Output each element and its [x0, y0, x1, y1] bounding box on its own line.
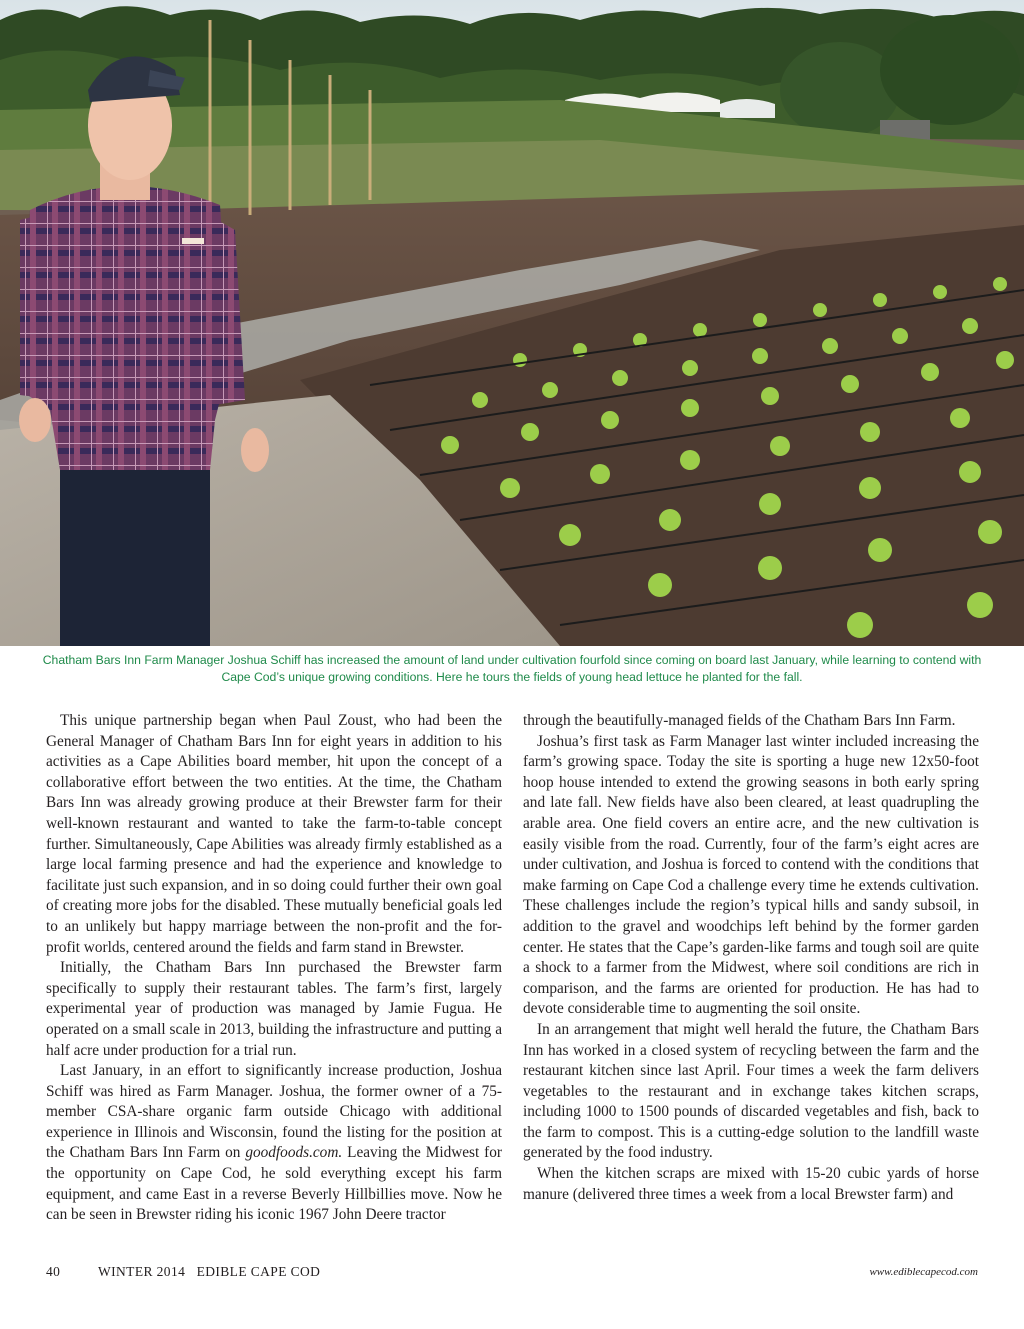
photo-caption: [40, 652, 984, 686]
caption-line-2: Cape Cod’s unique growing conditions. Here he tours the fields of young head lettuce he planted for the fall.: [221, 670, 803, 684]
paragraph-text: Last January, in an effort to significantly increase production, Joshua Schiff was hired as Farm Manager. Joshua, the former owner of a 75-member CSA-share organic farm outside Chicago with additional experience in Illinois and Wisconsin, found the listing for the position at the Chatham Bars Inn Farm on: [46, 1062, 502, 1162]
paragraph-continued: through the beautifully-managed fields of the Chatham Bars Inn Farm.: [523, 712, 956, 729]
paragraph: This unique partnership began when Paul Zoust, who had been the General Manager of Chatham Bars Inn for eight years in addition to his activities as a Cape Abilities board member, hit upon the concept of a collaborative effort between the two entities. At the time, the Chatham Bars Inn was already growing produce at their Brewster farm for their well-known restaurant and wanted to take the farm-to-table concept further. Simultaneously, Cape Abilities was already firmly established as a large local farming presence and had the experience and knowledge to facilitate just such expansion, and in so doing could further their own goal of creating more jobs for the disabled. These mutually beneficial goals led to an unlikely but happy marriage between the non-profit and the for-profit worlds, centered around the fields and farm stand in Brewster.: [46, 712, 502, 956]
paragraph: [46, 1061, 502, 1226]
paragraph-text: Leaving the Midwest for the opportunity on Cape Cod, he sold everything except his farm equipment, and came East in a reverse Beverly Hillbillies move. Now he can be seen in Brewster riding his iconic 1967 John Deere tractor: [46, 1144, 502, 1224]
page-footer: [46, 1264, 978, 1286]
website-url: www.ediblecapecod.com: [869, 1266, 978, 1278]
article-photo: [0, 0, 1024, 646]
issue-label: WINTER 2014 EDIBLE CAPE COD: [98, 1264, 321, 1279]
website-reference: goodfoods.com.: [245, 1144, 343, 1162]
article-column-right: [523, 711, 979, 1205]
page-number: 40: [46, 1264, 61, 1279]
paragraph: When the kitchen scraps are mixed with 15-20 cubic yards of horse manure (delivered three times a week from a local Brewster farm) and: [523, 1165, 979, 1203]
paragraph: Initially, the Chatham Bars Inn purchased the Brewster farm specifically to supply their restaurant tables. The farm’s first, largely experimental year of production was managed by Jamie Fugua. He operated on a small scale in 2013, building the infrastructure and putting a half acre under production for a trial run.: [46, 959, 502, 1059]
paragraph: Joshua’s first task as Farm Manager last winter included increasing the farm’s growing space. Today the site is sporting a huge new 12x50-foot hoop house intended to extend the growing seasons in both early spring and late fall. New fields have also been cleared, at least quadrupling the arable area. One field covers an entire acre, and the new cultivation is easily visible from the road. Currently, four of the farm’s eight acres are under cultivation, and Joshua is forced to contend with the conditions that make farming on Cape Cod a challenge every time he extends cultivation. These challenges include the region’s typical hills and sandy subsoil, in addition to the gravel and woodchips left behind by the former garden center. He states that the Cape’s garden-like farms and tough soil are quite a shock to a farmer from the Midwest, where soil conditions are rich in comparison, and the farms are oriented for production. He has had to devote considerable time to augmenting the soil onsite.: [523, 732, 979, 1018]
article-column-left: [46, 711, 502, 1226]
farm-field-illustration: [0, 0, 1024, 646]
caption-line-1: Chatham Bars Inn Farm Manager Joshua Schiff has increased the amount of land under cultivation fourfold since coming on board last January, while learning to contend with: [42, 653, 982, 667]
paragraph: In an arrangement that might well herald the future, the Chatham Bars Inn has worked in a closed system of recycling between the farm and the restaurant kitchen since last April. Four times a week the farm delivers vegetables to the restaurant and in exchange takes kitchen scraps, including 1000 to 1500 pounds of discarded vegetables and fish, back to the farm to compost. This is a cutting-edge solution to the landfill waste generated by the food industry.: [523, 1020, 979, 1162]
